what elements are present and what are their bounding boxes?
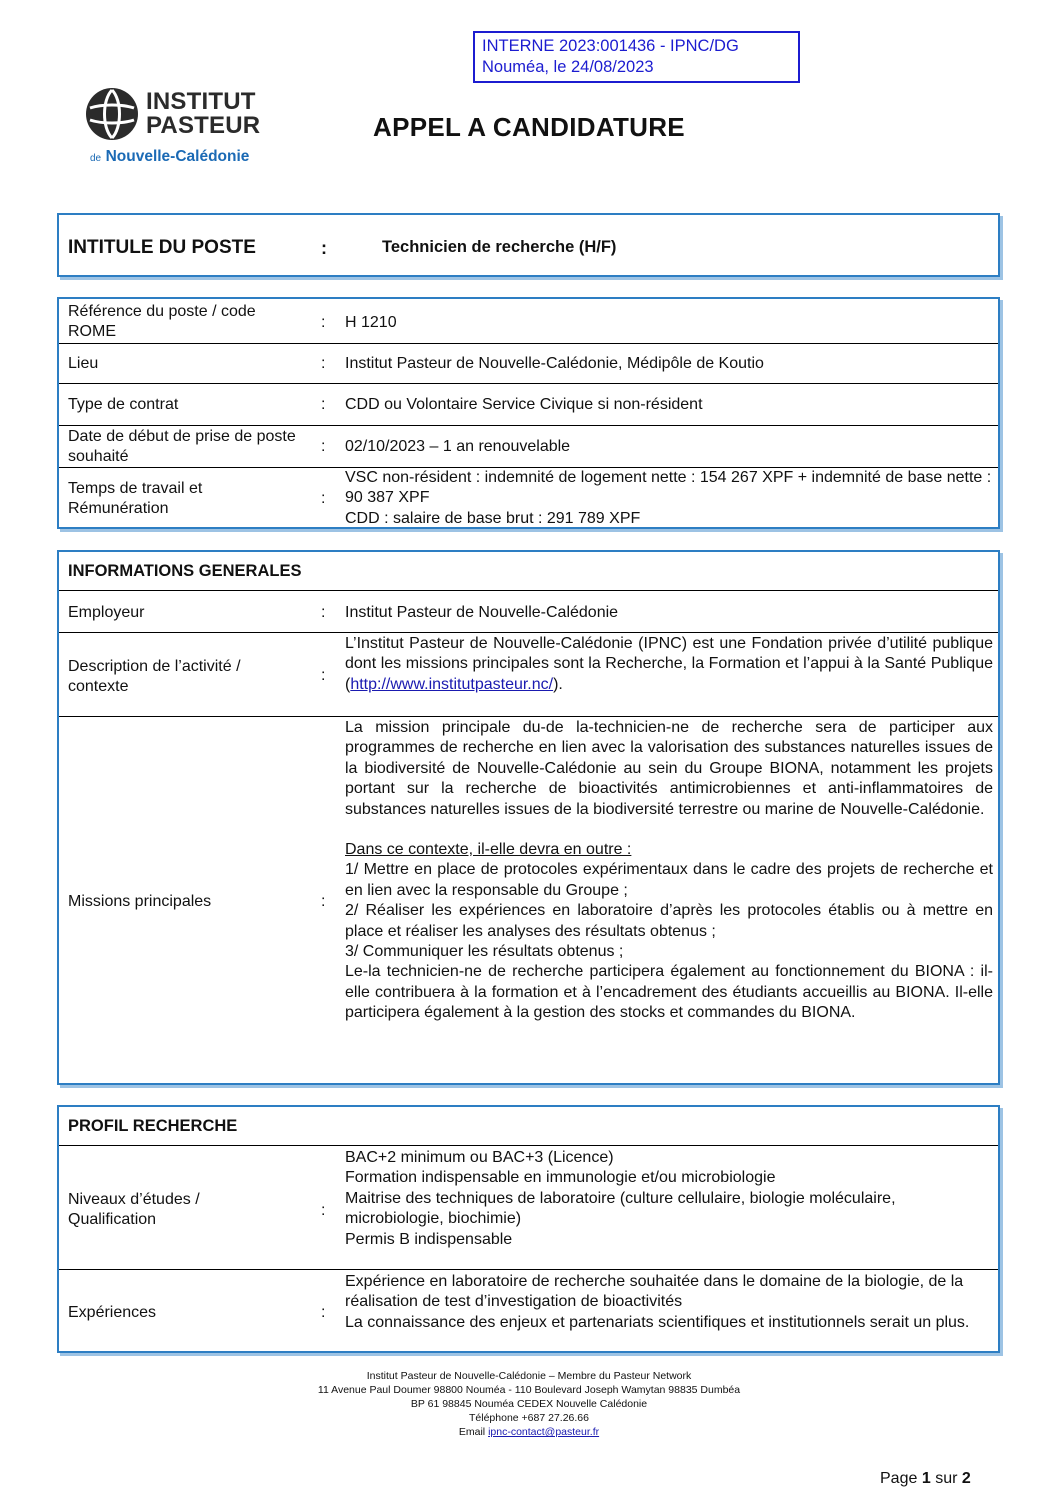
info-row-employeur [59, 590, 998, 633]
detail-label: Type de contrat [68, 396, 179, 413]
job-title-label: INTITULE DU POSTE [68, 237, 256, 258]
institut-pasteur-logo [84, 86, 284, 172]
detail-value: CDD ou Volontaire Service Civique si non-résident [345, 396, 703, 413]
footer-line: 11 Avenue Paul Doumer 98800 Nouméa - 110 Boulevard Joseph Wamytan 98835 Dumbéa [317, 1384, 741, 1396]
info-colon: : [321, 604, 326, 621]
missions-item-3: 3/ Communiquer les résultats obtenus ; [345, 943, 624, 961]
stamp-reference: INTERNE 2023:001436 - IPNC/DG [482, 37, 739, 55]
stamp-date: Nouméa, le 24/08/2023 [482, 58, 654, 76]
research-profile-table [57, 1105, 1000, 1353]
job-title-value: Technicien de recherche (H/F) [382, 238, 617, 256]
missions-context: Dans ce contexte, il-elle devra en outre : [345, 841, 632, 859]
detail-row-remuneration [59, 467, 998, 530]
section-title: INFORMATIONS GENERALES [68, 562, 302, 580]
logo-line-institut: INSTITUT [146, 88, 256, 115]
logo-wordmark [146, 90, 260, 138]
page-footer [0, 1369, 1058, 1439]
detail-value: 02/10/2023 – 1 an renouvelable [345, 438, 571, 455]
detail-row-lieu [59, 343, 998, 384]
profile-row-experiences [59, 1269, 998, 1354]
info-label: Missions principales [68, 893, 212, 910]
page-current: 1 [921, 1470, 931, 1487]
detail-row-date-debut [59, 425, 998, 468]
info-row-missions [59, 716, 998, 1086]
missions-item-2: 2/ Réaliser les expériences en laboratoire d’après les protocoles établis ou à mettre en place et réaliser les analyses des résultats obtenus ; [345, 902, 993, 940]
remuneration-cdd: CDD : salaire de base brut : 291 789 XPF [345, 509, 641, 527]
profile-colon: : [321, 1202, 326, 1219]
info-label: Description de l’activité / contexte [68, 658, 241, 695]
info-value: Institut Pasteur de Nouvelle-Calédonie [345, 604, 619, 621]
general-info-table [57, 550, 1000, 1085]
footer-line: Téléphone +687 27.26.66 [469, 1412, 589, 1424]
section-title: PROFIL RECHERCHE [68, 1117, 238, 1135]
page-sep: sur [935, 1470, 958, 1487]
info-label: Employeur [68, 604, 145, 621]
detail-label: Lieu [68, 355, 99, 372]
detail-value: Institut Pasteur de Nouvelle-Calédonie, Médipôle de Koutio [345, 355, 764, 372]
niveau-line: Formation indispensable en immunologie et/ou microbiologie [345, 1169, 776, 1187]
website-link[interactable]: http://www.institutpasteur.nc/ [350, 675, 554, 693]
logo-region [90, 148, 249, 166]
niveau-line: Maitrise des techniques de laboratoire (culture cellulaire, biologie moléculaire, microbiologie, biochimie) [345, 1189, 896, 1228]
detail-colon: : [321, 355, 326, 372]
profile-value [345, 1148, 993, 1250]
missions-text [345, 718, 993, 1024]
niveau-line: Permis B indispensable [345, 1230, 513, 1248]
profile-row-niveaux [59, 1145, 998, 1270]
info-row-description [59, 632, 998, 717]
detail-row-contrat [59, 383, 998, 426]
footer-email-label: Email [458, 1426, 486, 1438]
profile-value [345, 1272, 993, 1333]
detail-colon: : [321, 438, 326, 455]
profile-label: Niveaux d’études / Qualification [68, 1191, 200, 1228]
missions-intro: La mission principale du-de la-technicien-ne de recherche sera de participer aux programmes de recherche en lien avec la valorisation des substances naturelles issues de la biodiversité de Nouvelle-Calédonie au sein du Groupe BIONA, notamment les projets portant sur la recherche de bioactivités antimicrobiennes et anti-inflammatoires de substances naturelles issues de la biodiversité terrestre ou marine de Nouvelle-Calédonie. [345, 719, 993, 818]
detail-value: H 1210 [345, 314, 397, 331]
detail-label: Référence du poste / code ROME [68, 303, 256, 340]
detail-colon: : [321, 314, 326, 331]
logo-de: de [90, 153, 102, 164]
page-total: 2 [961, 1470, 971, 1487]
page-number [880, 1470, 971, 1488]
profile-colon: : [321, 1304, 326, 1321]
description-text: L’Institut Pasteur de Nouvelle-Calédonie (IPNC) est une Fondation privée d’utilité publique dont les missions principales sont la Recherche, la Formation et l’appui à la Santé Publique ( [345, 635, 993, 693]
missions-item-1: 1/ Mettre en place de protocoles expérimentaux dans le cadre des projets de recherche et en lien avec la responsable du Groupe ; [345, 861, 993, 899]
job-details-table [57, 297, 1000, 529]
footer-line: Institut Pasteur de Nouvelle-Calédonie – Membre du Pasteur Network [366, 1370, 692, 1382]
detail-row-reference [59, 299, 998, 343]
info-colon: : [321, 667, 326, 684]
logo-region-name: Nouvelle-Calédonie [105, 148, 250, 165]
pasteur-globe-icon [84, 86, 140, 142]
page-title: APPEL A CANDIDATURE [373, 112, 685, 142]
section-header [59, 1107, 998, 1145]
profile-label: Expériences [68, 1304, 157, 1321]
info-value [345, 634, 993, 695]
detail-label: Date de début de prise de poste souhaité [68, 428, 296, 465]
footer-line: BP 61 98845 Nouméa CEDEX Nouvelle Calédonie [410, 1398, 648, 1410]
footer-email-link[interactable]: ipnc-contact@pasteur.fr [488, 1426, 600, 1438]
footer-email [0, 1425, 1058, 1439]
section-header [59, 552, 998, 590]
job-title-colon: : [321, 238, 327, 258]
remuneration-vsc: VSC non-résident : indemnité de logement nette : 154 267 XPF + indemnité de base nette : 90 387 XPF [345, 469, 992, 507]
missions-closing: Le-la technicien-ne de recherche participera également au fonctionnement du BIONA : il-elle contribuera à la formation et à l’encadrement des étudiants accueillis au BIONA. Il-elle participera également à la gestion des stocks et commandes du BIONA. [345, 963, 993, 1022]
experience-line: La connaissance des enjeux et partenariats scientifiques et institutionnels serait un plus. [345, 1313, 970, 1331]
detail-value [345, 468, 993, 529]
detail-colon: : [321, 490, 326, 507]
info-colon: : [321, 893, 326, 910]
page-prefix: Page [880, 1470, 918, 1487]
niveau-line: BAC+2 minimum ou BAC+3 (Licence) [345, 1149, 614, 1166]
detail-label: Temps de travail et Rémunération [68, 480, 203, 517]
registration-stamp [473, 31, 800, 83]
detail-colon: : [321, 396, 326, 413]
job-title-box [57, 213, 1000, 277]
experience-line: Expérience en laboratoire de recherche souhaitée dans le domaine de la biologie, de la réalisation de test d’investigation de bioactivités [345, 1273, 964, 1311]
logo-line-pasteur: PASTEUR [146, 112, 261, 139]
description-after: ). [553, 675, 563, 693]
